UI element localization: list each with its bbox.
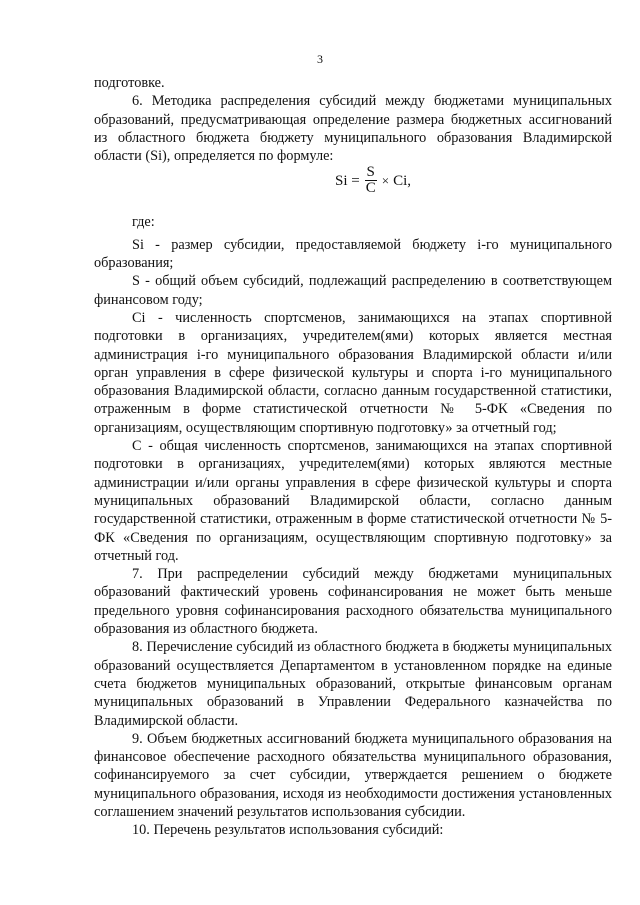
formula-operator: × [381, 172, 390, 188]
paragraph-continuation: подготовке. [94, 75, 165, 91]
definition-s: S - общий объем субсидий, подлежащий распределению в соответствующем финансовом году; [94, 273, 612, 308]
definition-c: C - общая численность спортсменов, занимающихся на этапах спортивной подготовки в организациях, учредителем(ями) которых являются местные администрации и/или органы управления в сфере физической культуры и спорта муниципальных образований Владимирской области, согласно данным государственной статистики, отраженным в форме статистической отчетности № 5-ФК «Сведения по организациям, осуществляющим спортивную подготовку» за отчетный год. [94, 438, 612, 564]
formula [134, 165, 612, 209]
formula-numerator: S [366, 164, 375, 181]
paragraph-10: 10. Перечень результатов использования субсидий: [132, 822, 444, 839]
definition-si: Si - размер субсидии, предоставляемой бюджету i-го муниципального образования; [94, 236, 612, 272]
formula-fraction [364, 165, 378, 196]
paragraph-8: 8. Перечисление субсидий из областного бюджета в бюджеты муниципальных образований осуществляется Департаментом в установленном порядке на единые счета бюджетов муниципальных образований, открытые финансовым органам муниципальных образований в Управлении Федерального казначейства по Владимирской области. [94, 639, 612, 729]
where-label: где: [132, 214, 155, 231]
paragraph-7: 7. При распределении субсидий между бюджетами муниципальных образований фактический уровень софинансирования не может быть меньше предельного уровня софинансирования расходного обязательства муниципального образования из областного бюджета. [94, 566, 612, 638]
paragraph-9: 9. Объем бюджетных ассигнований бюджета муниципального образования на финансовое обеспечение расходного обязательства муниципального образования, софинансируемого за счет субсидии, утверждается решением о бюджете муниципального образования, исходя из необходимости достижения установленных соглашением значений результатов использования субсидии. [94, 730, 612, 820]
paragraph-6: 6. Методика распределения субсидий между бюджетами муниципальных образований, предусматривающая определение размера бюджетных ассигнований из областного бюджета бюджету муниципального образования Владимирской области (Si), определяется по формуле: [94, 93, 612, 165]
formula-denominator: C [365, 180, 376, 197]
document-body [94, 74, 612, 840]
formula-rhs: Ci, [393, 172, 412, 189]
definition-ci: Ci - численность спортсменов, занимающихся на этапах спортивной подготовки в организациях, учредителем(ями) которых является местная администрация i-го муниципального образования Владимирской области и/или орган управления в сфере физической культуры и спорта i-го муниципального образования Владимирской области, согласно данным государственной статистики, отраженным в форме статистической отчетности № 5-ФК «Сведения по организациям, осуществляющим спортивную подготовку» за отчетный год; [94, 309, 612, 436]
page-number: 3 [317, 52, 323, 66]
formula-lhs: Si = [334, 172, 360, 189]
